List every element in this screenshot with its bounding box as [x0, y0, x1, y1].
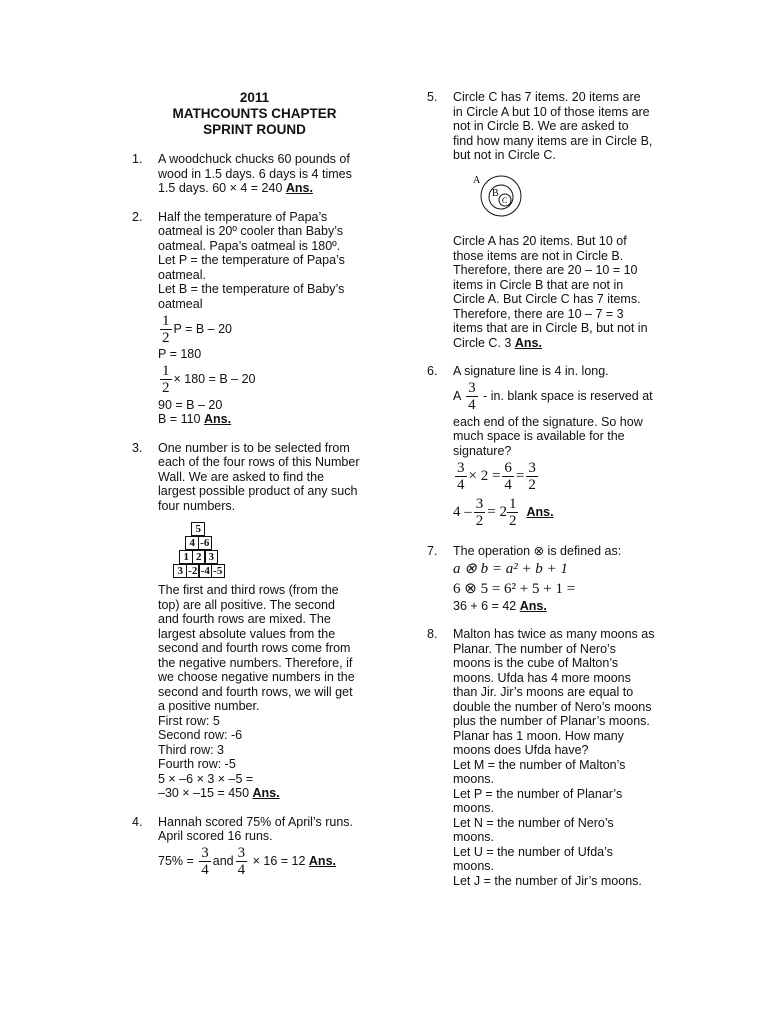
text-line: Hannah scored 75% of April’s runs.: [158, 814, 354, 829]
text-line: than Jir. Jir’s moons are equal to: [453, 685, 634, 699]
answer-label: Ans.: [519, 598, 547, 613]
fraction: $\frac{3}{2}$: [475, 495, 484, 529]
text-line: A signature line is 4 in. long.: [453, 364, 609, 378]
text-line: double the number of Nero’s moons: [453, 699, 652, 714]
fraction: $\frac{3}{4}$: [457, 459, 465, 493]
text-line: items in Circle B that are not in: [453, 277, 624, 292]
text-line: Circle A. But Circle C has 7 items.: [453, 292, 641, 306]
problem-number: 7.: [427, 544, 438, 558]
text-line: Let J = the number of Jir’s moons.: [453, 873, 642, 888]
problem-3: [132, 441, 377, 801]
text-line: First row: 5: [158, 713, 220, 728]
equation: 4 – $\frac{3}{2}$ = 2 $\frac{1}{2}$ Ans.: [453, 495, 554, 529]
text-line: we choose negative numbers in the: [158, 670, 355, 684]
text-line: moons does Ufda have?: [453, 743, 589, 757]
text-line: find how many items are in Circle B,: [453, 133, 653, 148]
text-line: signature?: [453, 443, 512, 458]
fraction: $\frac{6}{4}$: [504, 459, 512, 493]
text-line: Wall. We are asked to find the: [158, 469, 325, 484]
text-line: second and fourth rows, we will get: [158, 684, 353, 699]
problem-number: 3.: [132, 440, 143, 455]
problem-number: 5.: [427, 90, 438, 104]
label-a: A: [473, 174, 481, 186]
wall-cell: -6: [198, 536, 212, 550]
text-line: each end of the signature. So how: [453, 414, 643, 429]
problem-7: [427, 544, 672, 613]
wall-cell: -2: [186, 564, 200, 578]
text-line: not in Circle B. We are asked to: [453, 119, 629, 133]
text-line: a positive number.: [158, 699, 260, 713]
problem-number: 1.: [132, 152, 143, 166]
text-line: each of the four rows of this Number: [158, 455, 360, 469]
problem-8: [427, 627, 672, 888]
answer-label: Ans.: [252, 786, 280, 800]
fraction: $\frac{1}{2}$: [508, 495, 517, 529]
wall-cell: 3: [173, 564, 187, 578]
problem-2: [132, 210, 377, 427]
equation: $\frac{3}{4}$ × 2 = $\frac{6}{4}$ = $\frac{3}{2}$: [457, 459, 536, 493]
text-line: –30 × –15 = 450 Ans.: [158, 786, 280, 800]
fraction: $\frac{1}{2}$: [162, 312, 170, 346]
text-line: second and fourth rows come from: [158, 641, 351, 655]
answer-label: Ans.: [526, 504, 554, 519]
left-column: [132, 90, 377, 894]
text-line: oatmeal is 20º cooler than Baby’s: [158, 224, 343, 238]
text-line: and fourth rows are mixed. The: [158, 612, 331, 626]
equation: $\frac{1}{2}$ P = B – 20: [162, 312, 232, 346]
text-line: 1.5 days. 60 × 4 = 240 Ans.: [158, 181, 313, 195]
problem-6: [427, 364, 672, 530]
text-line: moons.: [453, 830, 494, 844]
equation: 6 ⊗ 5 = 6² + 5 + 1 =: [453, 580, 576, 597]
text-line: the negative numbers. Therefore, if: [158, 655, 353, 670]
title-line1: MATHCOUNTS CHAPTER: [172, 106, 337, 121]
problem-5: [427, 90, 672, 350]
equation: B = 110 Ans.: [158, 412, 232, 426]
text-line: wood in 1.5 days. 6 days is 4 times: [158, 166, 352, 181]
text-line: moons.: [453, 772, 494, 786]
answer-label: Ans.: [203, 412, 232, 426]
text-line: Malton has twice as many moons as: [453, 627, 655, 641]
text-line: top) are all positive. The second: [158, 597, 335, 612]
text-line: oatmeal: [158, 296, 203, 311]
text-line: Fourth row: -5: [158, 757, 236, 771]
answer-label: Ans.: [285, 181, 313, 195]
text-line: Therefore, there are 20 – 10 = 10: [453, 263, 638, 277]
wall-cell: 5: [191, 522, 205, 536]
number-wall: [174, 521, 377, 577]
wall-cell: 3: [204, 550, 218, 564]
answer-label: Ans.: [308, 854, 336, 869]
text-line: much space is available for the: [453, 429, 625, 443]
page-title: [132, 90, 377, 138]
text-line: in Circle A but 10 of those items are: [453, 104, 650, 119]
text-line: plus the number of Planar’s moons.: [453, 714, 650, 728]
text-line: Let N = the number of Nero’s: [453, 815, 614, 830]
text-line: Circle C. 3 Ans.: [453, 335, 542, 350]
equation: 36 + 6 = 42 Ans.: [453, 598, 547, 613]
answer-label: Ans.: [514, 335, 542, 350]
text-line: 5 × –6 × 3 × –5 =: [158, 771, 254, 786]
problem-number: 2.: [132, 209, 143, 224]
wall-cell: 4: [185, 536, 199, 550]
venn-diagram: [467, 171, 672, 225]
text-line: Third row: 3: [158, 742, 224, 757]
text-line: items that are in Circle B, but not in: [453, 321, 648, 335]
problem-number: 8.: [427, 627, 438, 641]
text-line: moons is the cube of Malton’s: [453, 656, 619, 670]
text-line: oatmeal. Papa’s oatmeal is 180º.: [158, 238, 341, 253]
text-line: Circle A has 20 items. But 10 of: [453, 234, 627, 248]
fraction: $\frac{3}{4}$: [237, 845, 246, 878]
text-line: Therefore, there are 10 – 7 = 3: [453, 306, 624, 321]
text-line: moons. Ufda has 4 more moons: [453, 670, 631, 685]
text-line: A $\frac{3}{4}$ - in. blank space is reserved at: [453, 380, 653, 413]
text-line: The first and third rows (from the: [158, 583, 339, 597]
text-line: Let P = the temperature of Papa’s: [158, 253, 345, 267]
text-line: those items are not in Circle B.: [453, 248, 624, 263]
text-line: Let B = the temperature of Baby’s: [158, 282, 345, 296]
wall-cell: 2: [192, 550, 206, 564]
text-line: but not in Circle C.: [453, 148, 556, 162]
label-b: B: [492, 187, 499, 199]
wall-cell: 1: [179, 550, 193, 564]
text-line: moons.: [453, 801, 494, 815]
title-line2: SPRINT ROUND: [203, 122, 306, 137]
problem-1: [132, 152, 377, 196]
equation: P = 180: [158, 347, 202, 361]
text-line: The operation ⊗ is defined as:: [453, 544, 622, 558]
equation: $\frac{1}{2}$ × 180 = B – 20: [162, 363, 256, 396]
right-column: [427, 90, 672, 902]
wall-cell: -5: [211, 564, 225, 578]
problem-4: [132, 815, 377, 880]
fraction: $\frac{3}{4}$: [201, 845, 209, 878]
text-line: Let M = the number of Malton’s: [453, 757, 626, 772]
fraction: $\frac{3}{4}$: [468, 380, 476, 413]
text-line: moons.: [453, 859, 494, 873]
title-year: 2011: [239, 90, 270, 105]
text-line: Let U = the number of Ufda’s: [453, 844, 613, 859]
text-line: April scored 16 runs.: [158, 829, 273, 843]
equation: a ⊗ b = a² + b + 1: [453, 560, 568, 577]
fraction: $\frac{3}{2}$: [528, 459, 536, 493]
fraction: $\frac{1}{2}$: [162, 363, 170, 396]
text-line: One number is to be selected from: [158, 440, 350, 455]
text-line: largest absolute values from the: [158, 626, 336, 641]
text-line: Second row: -6: [158, 728, 243, 742]
text-line: largest possible product of any such: [158, 484, 358, 498]
text-line: Planar. The number of Nero’s: [453, 641, 616, 656]
text-line: four numbers.: [158, 498, 236, 513]
equation: 90 = B – 20: [158, 397, 223, 412]
equation: 75% = $\frac{3}{4}$ and $\frac{3}{4}$ × 16 = 12 Ans.: [158, 845, 336, 878]
text-line: Planar has 1 moon. How many: [453, 728, 624, 743]
label-c: C: [502, 195, 508, 205]
problem-number: 6.: [427, 364, 438, 378]
text-line: Half the temperature of Papa’s: [158, 209, 328, 224]
text-line: Circle C has 7 items. 20 items are: [453, 90, 641, 104]
text-line: oatmeal.: [158, 267, 206, 282]
text-line: Let P = the number of Planar’s: [453, 786, 623, 801]
text-line: A woodchuck chucks 60 pounds of: [158, 152, 350, 166]
wall-cell: -4: [198, 564, 212, 578]
problem-number: 4.: [132, 814, 143, 829]
